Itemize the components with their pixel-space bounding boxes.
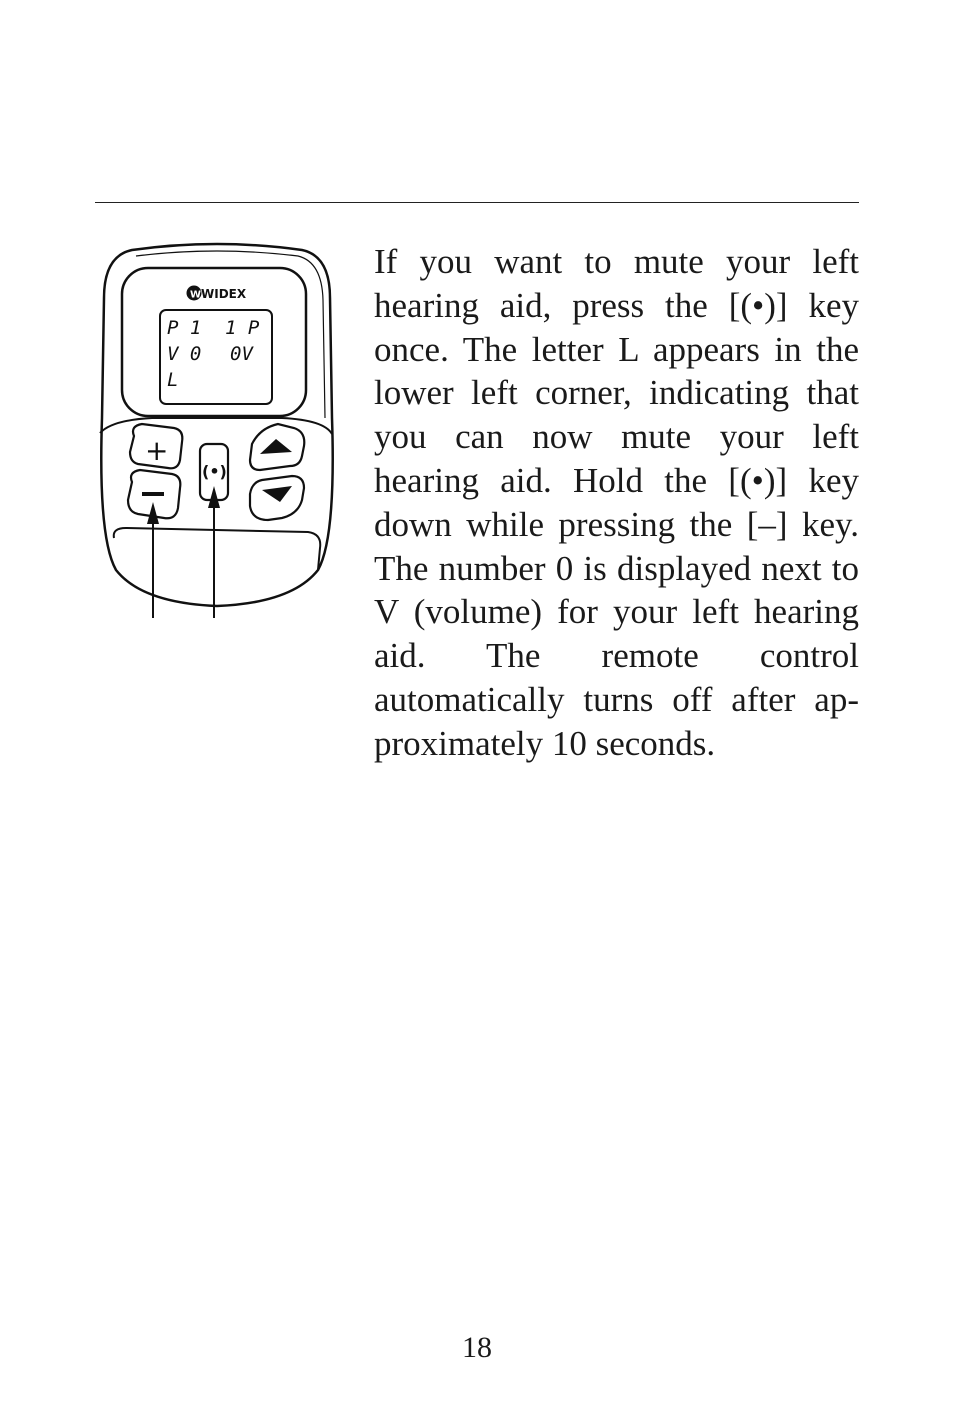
pointer-arrow-minus [147, 502, 159, 618]
program-key-icon: (•) [202, 462, 227, 481]
up-button[interactable] [250, 424, 304, 470]
svg-text:W: W [190, 289, 202, 301]
instruction-paragraph: If you want to mute your left hearing aid, press the [(•)] key once. The letter L appears in the lower left corner, indicating that you can now mute your left hearing aid. Hold the [(•)] key down while pressing the [–] key. The number 0 is displayed next to V (volume) for your left hearing aid. The remote control automatically turns off after approximately 10 seconds. [374, 242, 859, 763]
lcd-volume-left: V 0 [167, 343, 202, 365]
pointer-arrow-program [208, 486, 220, 618]
down-arrow-icon [262, 486, 292, 502]
widex-logo [187, 286, 247, 302]
lcd-program-right: 1 P [225, 317, 260, 339]
up-arrow-icon [260, 439, 292, 454]
remote-control-illustration [92, 238, 342, 628]
down-button[interactable] [250, 476, 304, 520]
page-number: 18 [462, 1331, 492, 1364]
lower-panel [114, 528, 321, 570]
brand-name: WIDEX [201, 287, 247, 301]
header-rule [95, 202, 859, 203]
plus-icon: + [145, 434, 169, 467]
lcd-program-left: P 1 [167, 317, 202, 339]
minus-icon [142, 492, 164, 496]
lcd-volume-right: 0V [230, 343, 253, 365]
lcd-side-indicator: L [167, 369, 179, 391]
plus-button[interactable] [130, 424, 182, 468]
